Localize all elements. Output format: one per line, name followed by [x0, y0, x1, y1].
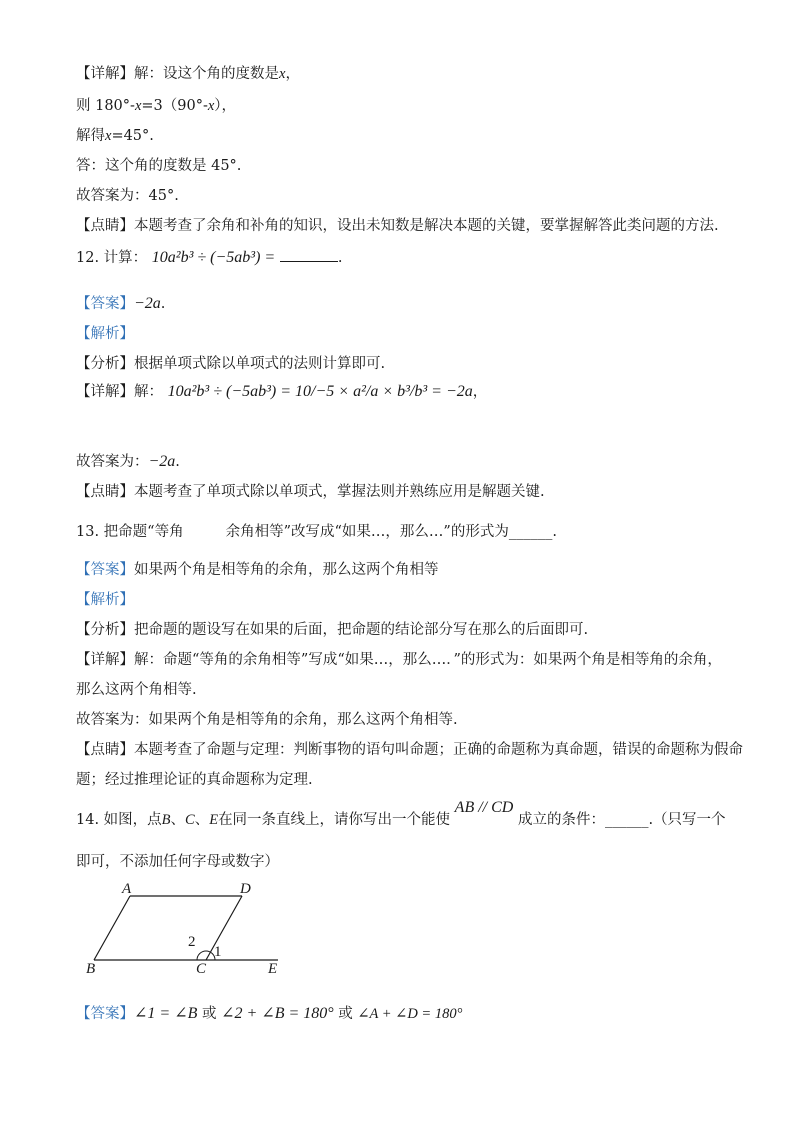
q12-answer-tag: 【答案】: [76, 296, 134, 312]
q12-detail-expression: 10a²b³ ÷ (−5ab³) = 10/−5 × a²/a × b³/b³ = −2a: [167, 383, 473, 400]
q13-question-line: [76, 520, 557, 541]
q13-comment-1: 本题考查了命题与定理：判断事物的语句叫命题；正确的命题称为真命题，错误的命题称为假命: [134, 742, 743, 758]
q12-answer-end: .: [160, 296, 166, 312]
q13-comment-line-1: [76, 738, 743, 759]
q11-eq-x2: x: [207, 98, 215, 114]
q11-answer-line: 答：这个角的度数是 45°.: [76, 158, 242, 174]
q12-question-line: [76, 246, 342, 267]
angle-arc: [197, 951, 215, 960]
q14-question-line-2: 即可，不添加任何字母或数字）: [76, 854, 279, 870]
q14-question-line: [76, 799, 726, 829]
q12-final-value: −2a: [148, 453, 176, 470]
q11-solve-line: [76, 124, 154, 145]
q14-number: 14.: [76, 812, 100, 828]
q13-answer-tag: 【答案】: [76, 562, 134, 578]
q12-comment-line: [76, 480, 545, 501]
q13-analyze-tag: 【分析】: [76, 622, 134, 638]
q11-solve-x: x: [105, 128, 112, 144]
q12-analysis-line: [76, 322, 134, 343]
q13-final-line: 故答案为：如果两个角是相等角的余角，那么这两个角相等.: [76, 712, 458, 728]
q12-analyze-line: [76, 352, 385, 373]
q13-detail-line-1: [76, 648, 722, 669]
q14-or-2: 或: [338, 1006, 353, 1022]
q12-number: 12.: [76, 250, 100, 266]
q11-equation-line: [76, 94, 236, 115]
q14-answer-line: [76, 1002, 462, 1023]
q12-answer-line: [76, 292, 165, 313]
q13-comment-tag: 【点睛】: [76, 742, 134, 758]
q13-analysis-line: [76, 588, 134, 609]
q11-comment-line: [76, 214, 719, 235]
label-angle-2: 2: [188, 934, 196, 950]
q12-expression: 10a²b³ ÷ (−5ab³) =: [151, 249, 276, 266]
q12-analyze: 根据单项式除以单项式的法则计算即可.: [134, 356, 386, 372]
q14-sep-2: 、: [194, 812, 210, 828]
q14-prompt-b: 在同一条直线上，请你写出一个能使: [218, 812, 451, 828]
q13-detail-line-2: 那么这两个角相等.: [76, 682, 197, 698]
label-a: A: [122, 881, 132, 897]
q11-detail-end: ，: [285, 66, 300, 82]
q13-detail-tag: 【详解】: [76, 652, 134, 668]
q14-prompt-a: 如图，点: [103, 812, 162, 828]
q11-eq-mid: =3（90°-: [141, 98, 208, 114]
q13-answer: 如果两个角是相等角的余角，那么这两个角相等: [134, 562, 439, 578]
q13-detail-1: 解：命题“等角的余角相等”写成“如果…，那么…．”的形式为：如果两个角是相等角的余角，: [134, 652, 722, 668]
q13-prompt-a: 把命题“等角: [103, 524, 184, 540]
q14-prompt-c: 成立的条件：______.（只写一个: [517, 812, 726, 828]
q12-final-prefix: 故答案为：: [76, 454, 149, 470]
q11-detail-tag: 【详解】: [76, 66, 134, 82]
q12-final-line: [76, 450, 180, 471]
label-c: C: [196, 961, 207, 977]
q11-eq-end: ），: [214, 98, 237, 114]
q12-prompt: 计算：: [103, 250, 148, 266]
q11-solve-prefix: 解得: [76, 128, 105, 144]
segment-ab: [94, 896, 130, 960]
label-e: E: [268, 961, 278, 977]
segment-cd: [206, 896, 242, 960]
q13-number: 13.: [76, 524, 100, 540]
q11-comment: 本题考查了余角和补角的知识，设出未知数是解决本题的关键，要掌握解答此类问题的方法.: [134, 218, 719, 234]
q14-point-b: B: [161, 812, 171, 828]
q13-analysis-tag: 【解析】: [76, 592, 134, 608]
parallel-lines-figure: [82, 880, 302, 980]
q12-answer-blank: [280, 261, 338, 262]
q12-analysis-tag: 【解析】: [76, 326, 134, 342]
q11-solve-end: =45°.: [111, 128, 154, 144]
q11-eq-prefix: 则 180°-: [76, 98, 135, 114]
q12-detail-prefix: 解：: [134, 384, 163, 400]
q14-answer-2: ∠2 + ∠B = 180°: [221, 1005, 334, 1022]
q12-blank-end: .: [337, 250, 343, 266]
q13-analyze: 把命题的题设写在如果的后面，把命题的结论部分写在那么的后面即可.: [134, 622, 589, 638]
q13-prompt-b: 余角相等”改写成“如果…，那么…”的形式为______.: [225, 524, 557, 540]
label-angle-1: 1: [214, 944, 222, 960]
q12-detail-line: [76, 380, 487, 401]
q14-point-e: E: [209, 812, 219, 828]
q11-detail-text: 解：设这个角的度数是: [134, 66, 279, 82]
q11-eq-x1: x: [134, 98, 142, 114]
q12-answer: −2a: [134, 295, 161, 312]
q11-final-line: 故答案为：45°.: [76, 188, 179, 204]
q12-detail-end: ，: [472, 384, 488, 400]
q14-answer-1: ∠1 = ∠B: [134, 1005, 198, 1022]
q11-detail-line: [76, 62, 300, 83]
q12-detail-tag: 【详解】: [76, 384, 134, 400]
q14-sep-1: 、: [170, 812, 186, 828]
q13-answer-line: [76, 558, 439, 579]
q14-answer-3: ∠A + ∠D = 180°: [357, 1006, 463, 1022]
q13-analyze-line: [76, 618, 588, 639]
q11-detail-var: x: [279, 66, 286, 82]
q12-analyze-tag: 【分析】: [76, 356, 134, 372]
q14-answer-tag: 【答案】: [76, 1006, 134, 1022]
q14-condition-expression: AB // CD: [454, 799, 514, 816]
q13-comment-line-2: 题；经过推理论证的真命题称为定理.: [76, 772, 313, 788]
label-b: B: [86, 961, 96, 977]
q12-comment-tag: 【点睛】: [76, 484, 134, 500]
q14-or-1: 或: [202, 1006, 217, 1022]
q12-comment: 本题考查了单项式除以单项式，掌握法则并熟练应用是解题关键.: [134, 484, 545, 500]
q14-point-c: C: [185, 812, 195, 828]
label-d: D: [240, 881, 251, 897]
q11-comment-tag: 【点睛】: [76, 218, 134, 234]
q12-final-end: .: [175, 454, 180, 470]
